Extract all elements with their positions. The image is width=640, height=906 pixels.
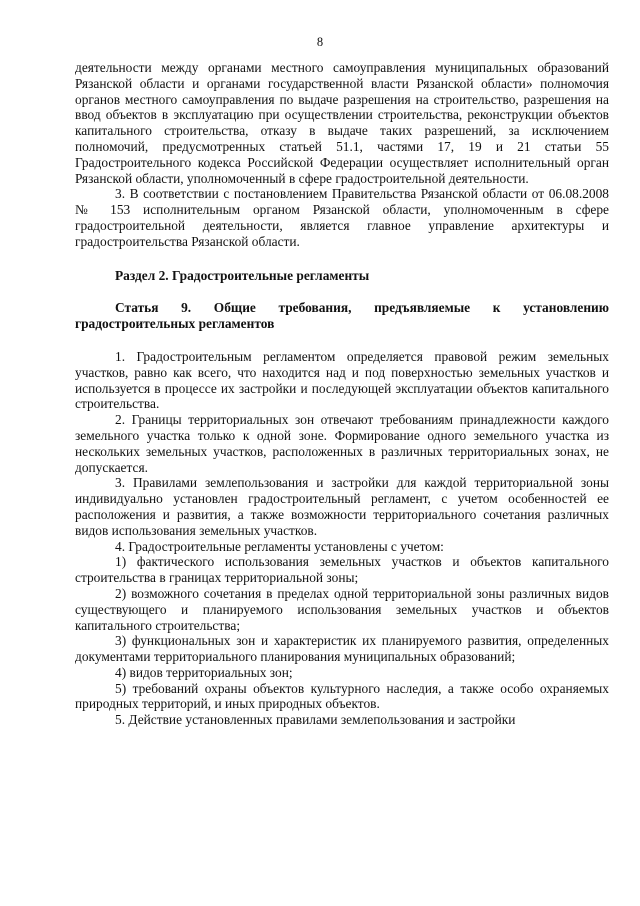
article-paragraph-2: 2. Границы территориальных зон отвечают требованиям принадлежности каждого земельного участка только к одной зоне. Формирование одного земельного участка из нескольких земельных участков, расположенных в различных территориальных зонах, не допускается. [75,412,609,475]
article-paragraph-3: 3. Правилами землепользования и застройки для каждой территориальной зоны индивидуально установлен градостроительный регламент, с учетом особенностей ее расположения и развития, а также возможности территориального сочетания различных видов использования земельных участков. [75,475,609,538]
list-item-2: 2) возможного сочетания в пределах одной территориальной зоны различных видов существующего и планируемого использования земельных участков и объектов капитального строительства; [75,585,609,633]
article-paragraph-5: 5. Действие установленных правилами землепользования и застройки [115,712,516,728]
page-number: 8 [316,35,324,49]
article-body [75,349,609,728]
paragraph-3-ministry: 3. В соответствии с постановлением Правительства Рязанской области от 06.08.2008 № 153 исполнительным органом Рязанской области, уполномоченным в сфере градостроительной деятельности, является главное управление архитектуры и градостроительства Рязанской области. [75,186,609,249]
list-item-1: 1) фактического использования земельных участков и объектов капитального строительства в границах территориальной зоны; [75,554,609,586]
list-item-3: 3) функциональных зон и характеристик их планируемого развития, определенных документами территориального планирования муниципальных образований; [75,633,609,665]
section-heading: Раздел 2. Градостроительные регламенты [115,267,370,283]
article-paragraph-4: 4. Градостроительные регламенты установлены с учетом: [115,538,444,554]
document-body [75,60,609,728]
list-item-5: 5) требований охраны объектов культурного наследия, а также особо охраняемых природных территорий, и иных природных объектов. [75,680,609,712]
paragraph-continuation: деятельности между органами местного самоуправления муниципальных образований Рязанской области и органами государственной власти Рязанской области» полномочия органов местного самоуправления по выдаче разрешения на строительство, разрешения на ввод объектов в эксплуатацию при осуществлении строительства, реконструкции объектов капитального строительства, отказу в выдаче таких разрешений, за исключением полномочий, предусмотренных статьей 51.1, частями 17, 19 и 21 статьи 55 Градостроительного кодекса Российской Федерации осуществляет исполнительный орган Рязанской области, уполномоченный в сфере градостроительной деятельности. [75,60,609,186]
article-paragraph-1: 1. Градостроительным регламентом определяется правовой режим земельных участков, равно как всего, что находится над и под поверхностью земельных участков и используется в процессе их застройки и последующей эксплуатации объектов капитального строительства. [75,348,609,412]
article-heading: Статья 9. Общие требования, предъявляемые к установлению градостроительных регламентов [75,300,609,332]
list-item-4: 4) видов территориальных зон; [115,664,293,680]
